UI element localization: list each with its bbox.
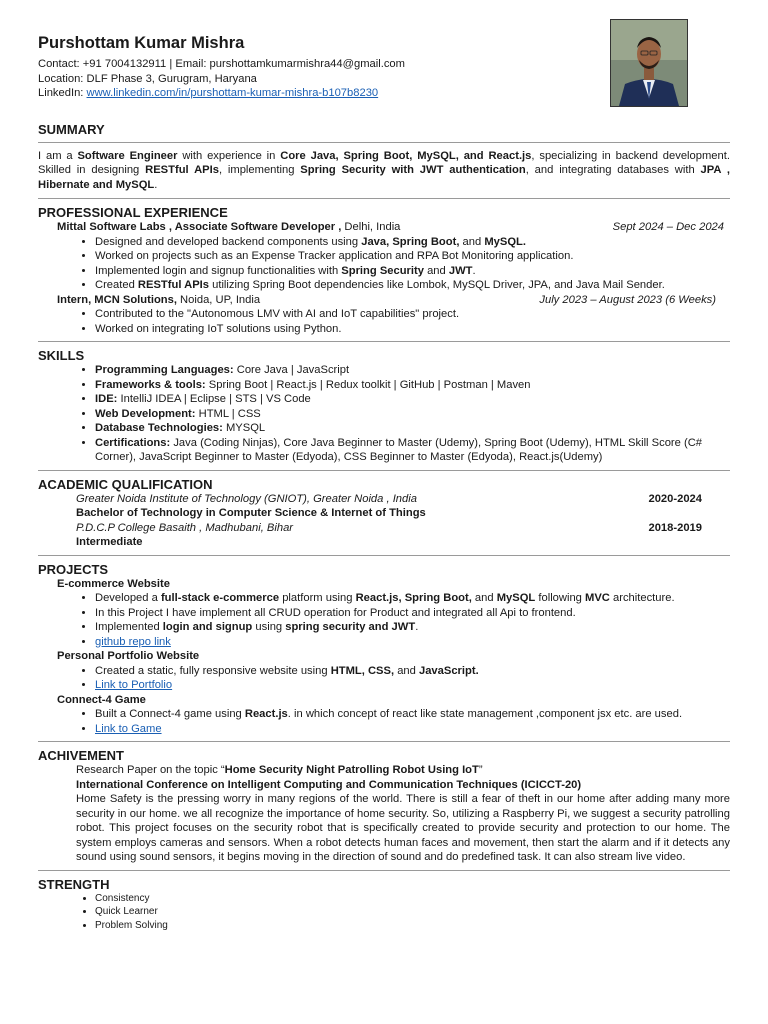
education-title: ACADEMIC QUALIFICATION bbox=[38, 476, 213, 492]
summary-section bbox=[38, 122, 730, 200]
achievement-title: ACHIVEMENT bbox=[38, 748, 124, 763]
list-item: • Contributed to the "Autonomous LMV with AI and IoT capabilities" project. bbox=[95, 307, 730, 322]
list-item: • Developed a full-stack e-commerce platform using React.js, Spring Boot, and MySQL following MVC architecture. bbox=[95, 591, 730, 606]
divider bbox=[38, 555, 730, 556]
education-section bbox=[38, 477, 730, 556]
job1-company-role: Mittal Software Labs , Associate Software Developer , bbox=[57, 221, 342, 233]
resume-page bbox=[38, 34, 730, 932]
list-item: • Built a Connect-4 game using React.js. in which concept of react like state management ,component jsx etc. are used. bbox=[95, 707, 730, 722]
job1-bullets bbox=[38, 235, 730, 293]
skills-title: SKILLS bbox=[38, 348, 85, 363]
divider bbox=[38, 341, 730, 342]
list-item: • Created RESTful APIs utilizing Spring Boot dependencies like Lombok, MySQL Driver, JPA, and Java Mail Sender. bbox=[95, 278, 730, 293]
job-header-1 bbox=[38, 220, 730, 235]
list-item: • Problem Solving bbox=[95, 919, 730, 933]
research-paper-line: Research Paper on the topic “Home Security Night Patrolling Robot Using IoT” bbox=[76, 764, 483, 776]
school-years: 2020-2024 bbox=[648, 492, 702, 505]
achievement-description: Home Safety is the pressing worry in many regions of the world. There is still a fear of theft in our home after adding many more security in our home. we all recognize the importance of home security. So, utilizing a Raspberry Pi, we suggest a security patrolling robot. This project focuses on the security robot that is specifically created to provide security and protection to our home. The system employs cameras and sensors. When a robot detects human faces and movement, then start the alarm and if it detects any sound using sound sensors, it begins moving in the direction of sound and do predefined task. It can also stream live video. bbox=[76, 793, 730, 863]
list-item bbox=[95, 678, 730, 693]
divider bbox=[38, 198, 730, 199]
strength-title: STRENGTH bbox=[38, 876, 110, 892]
skill-item: • Certifications: Java (Coding Ninjas), Core Java Beginner to Master (Udemy), Spring Boot (Udemy), HTML Skill Score (C# Corner), JavaScript Beginner to Master (Edyoda), CSS Beginner to Master (Edyoda), React.js(Udemy) bbox=[95, 436, 730, 465]
education-row-1 bbox=[38, 492, 730, 507]
project1-bullets bbox=[38, 591, 730, 649]
job2-location: Noida, UP, India bbox=[176, 293, 261, 306]
degree-name: Bachelor of Technology in Computer Science & Internet of Things bbox=[76, 507, 426, 519]
list-item: • Worked on projects such as an Expense Tracker application and RPA Bot Monitoring application. bbox=[95, 249, 730, 264]
profile-photo bbox=[610, 19, 688, 107]
linkedin-link[interactable]: www.linkedin.com/in/purshottam-kumar-mishra-b107b8230 bbox=[86, 87, 379, 99]
list-item: • Quick Learner bbox=[95, 905, 730, 919]
list-item: • Consistency bbox=[95, 892, 730, 906]
project-name-3: Connect-4 Game bbox=[57, 693, 146, 706]
list-item bbox=[95, 635, 730, 650]
job1-location: Delhi, India bbox=[341, 221, 401, 233]
conference-name: International Conference on Intelligent Computing and Communication Techniques (ICICCT-20) bbox=[76, 778, 582, 791]
school-years: 2018-2019 bbox=[648, 521, 702, 534]
school-name: Greater Noida Institute of Technology (GNIOT), Greater Noida , India bbox=[76, 492, 417, 505]
game-link[interactable]: Link to Game bbox=[95, 722, 162, 735]
job2-role: Intern, bbox=[57, 293, 95, 306]
skills-section bbox=[38, 348, 730, 471]
list-item: • Implemented login and signup using spring security and JWT. bbox=[95, 620, 730, 635]
list-item: • Implemented login and signup functionalities with Spring Security and JWT. bbox=[95, 264, 730, 279]
education-row-2 bbox=[38, 521, 730, 536]
skills-list bbox=[38, 363, 730, 465]
github-repo-link[interactable]: github repo link bbox=[95, 635, 171, 648]
project3-bullets bbox=[38, 707, 730, 736]
divider bbox=[38, 870, 730, 871]
project-name-1: E-commerce Website bbox=[57, 577, 170, 590]
linkedin-label: LinkedIn: bbox=[38, 87, 87, 99]
summary-text: I am a Software Engineer with experience in Core Java, Spring Boot, MySQL, and React.js, specializing in backend development. Skilled in designing RESTful APIs, implementing Spring Security with JWT authentication, and integrating databases with JPA , Hibernate and MySQL. bbox=[38, 149, 730, 191]
list-item bbox=[95, 722, 730, 737]
location-line: Location: DLF Phase 3, Gurugram, Haryana bbox=[38, 72, 257, 85]
project-name-2: Personal Portfolio Website bbox=[57, 650, 200, 662]
skill-item: • Frameworks & tools: Spring Boot | React.js | Redux toolkit | GitHub | Postman | Maven bbox=[95, 378, 730, 393]
skill-item: • IDE: IntelliJ IDEA | Eclipse | STS | VS Code bbox=[95, 392, 730, 407]
divider bbox=[38, 470, 730, 471]
school-name: P.D.C.P College Basaith , Madhubani, Bihar bbox=[76, 521, 294, 534]
job2-bullets bbox=[38, 307, 730, 336]
achievement-section bbox=[38, 748, 730, 871]
divider bbox=[38, 741, 730, 742]
experience-title: PROFESSIONAL EXPERIENCE bbox=[38, 205, 228, 220]
summary-title: SUMMARY bbox=[38, 121, 105, 137]
list-item: • In this Project I have implement all CRUD operation for Product and integrated all Api to frontend. bbox=[95, 606, 730, 621]
header bbox=[38, 34, 730, 101]
strength-list bbox=[38, 892, 730, 933]
skill-item: • Programming Languages: Core Java | JavaScript bbox=[95, 363, 730, 378]
list-item: • Designed and developed backend components using Java, Spring Boot, and MySQL. bbox=[95, 235, 730, 250]
job1-dates: Sept 2024 – Dec 2024 bbox=[612, 221, 724, 233]
contact-line: Contact: +91 7004132911 | Email: purshottamkumarmishra44@gmail.com bbox=[38, 58, 405, 70]
portfolio-link[interactable]: Link to Portfolio bbox=[95, 679, 173, 691]
skill-item: • Web Development: HTML | CSS bbox=[95, 407, 730, 422]
degree-name: Intermediate bbox=[76, 536, 143, 548]
experience-section bbox=[38, 205, 730, 342]
projects-title: PROJECTS bbox=[38, 561, 109, 577]
list-item: • Worked on integrating IoT solutions using Python. bbox=[95, 322, 730, 337]
job2-company: MCN Solutions, bbox=[94, 293, 177, 306]
strength-section bbox=[38, 877, 730, 933]
projects-section bbox=[38, 562, 730, 743]
skill-item: • Database Technologies: MYSQL bbox=[95, 421, 730, 436]
profile-photo-image bbox=[611, 20, 687, 106]
job2-dates: July 2023 – August 2023 (6 Weeks) bbox=[539, 293, 716, 306]
candidate-name: Purshottam Kumar Mishra bbox=[38, 34, 245, 52]
divider bbox=[38, 142, 730, 143]
project2-bullets bbox=[38, 664, 730, 693]
job-header-2 bbox=[38, 293, 730, 308]
list-item: • Created a static, fully responsive website using HTML, CSS, and JavaScript. bbox=[95, 664, 730, 679]
